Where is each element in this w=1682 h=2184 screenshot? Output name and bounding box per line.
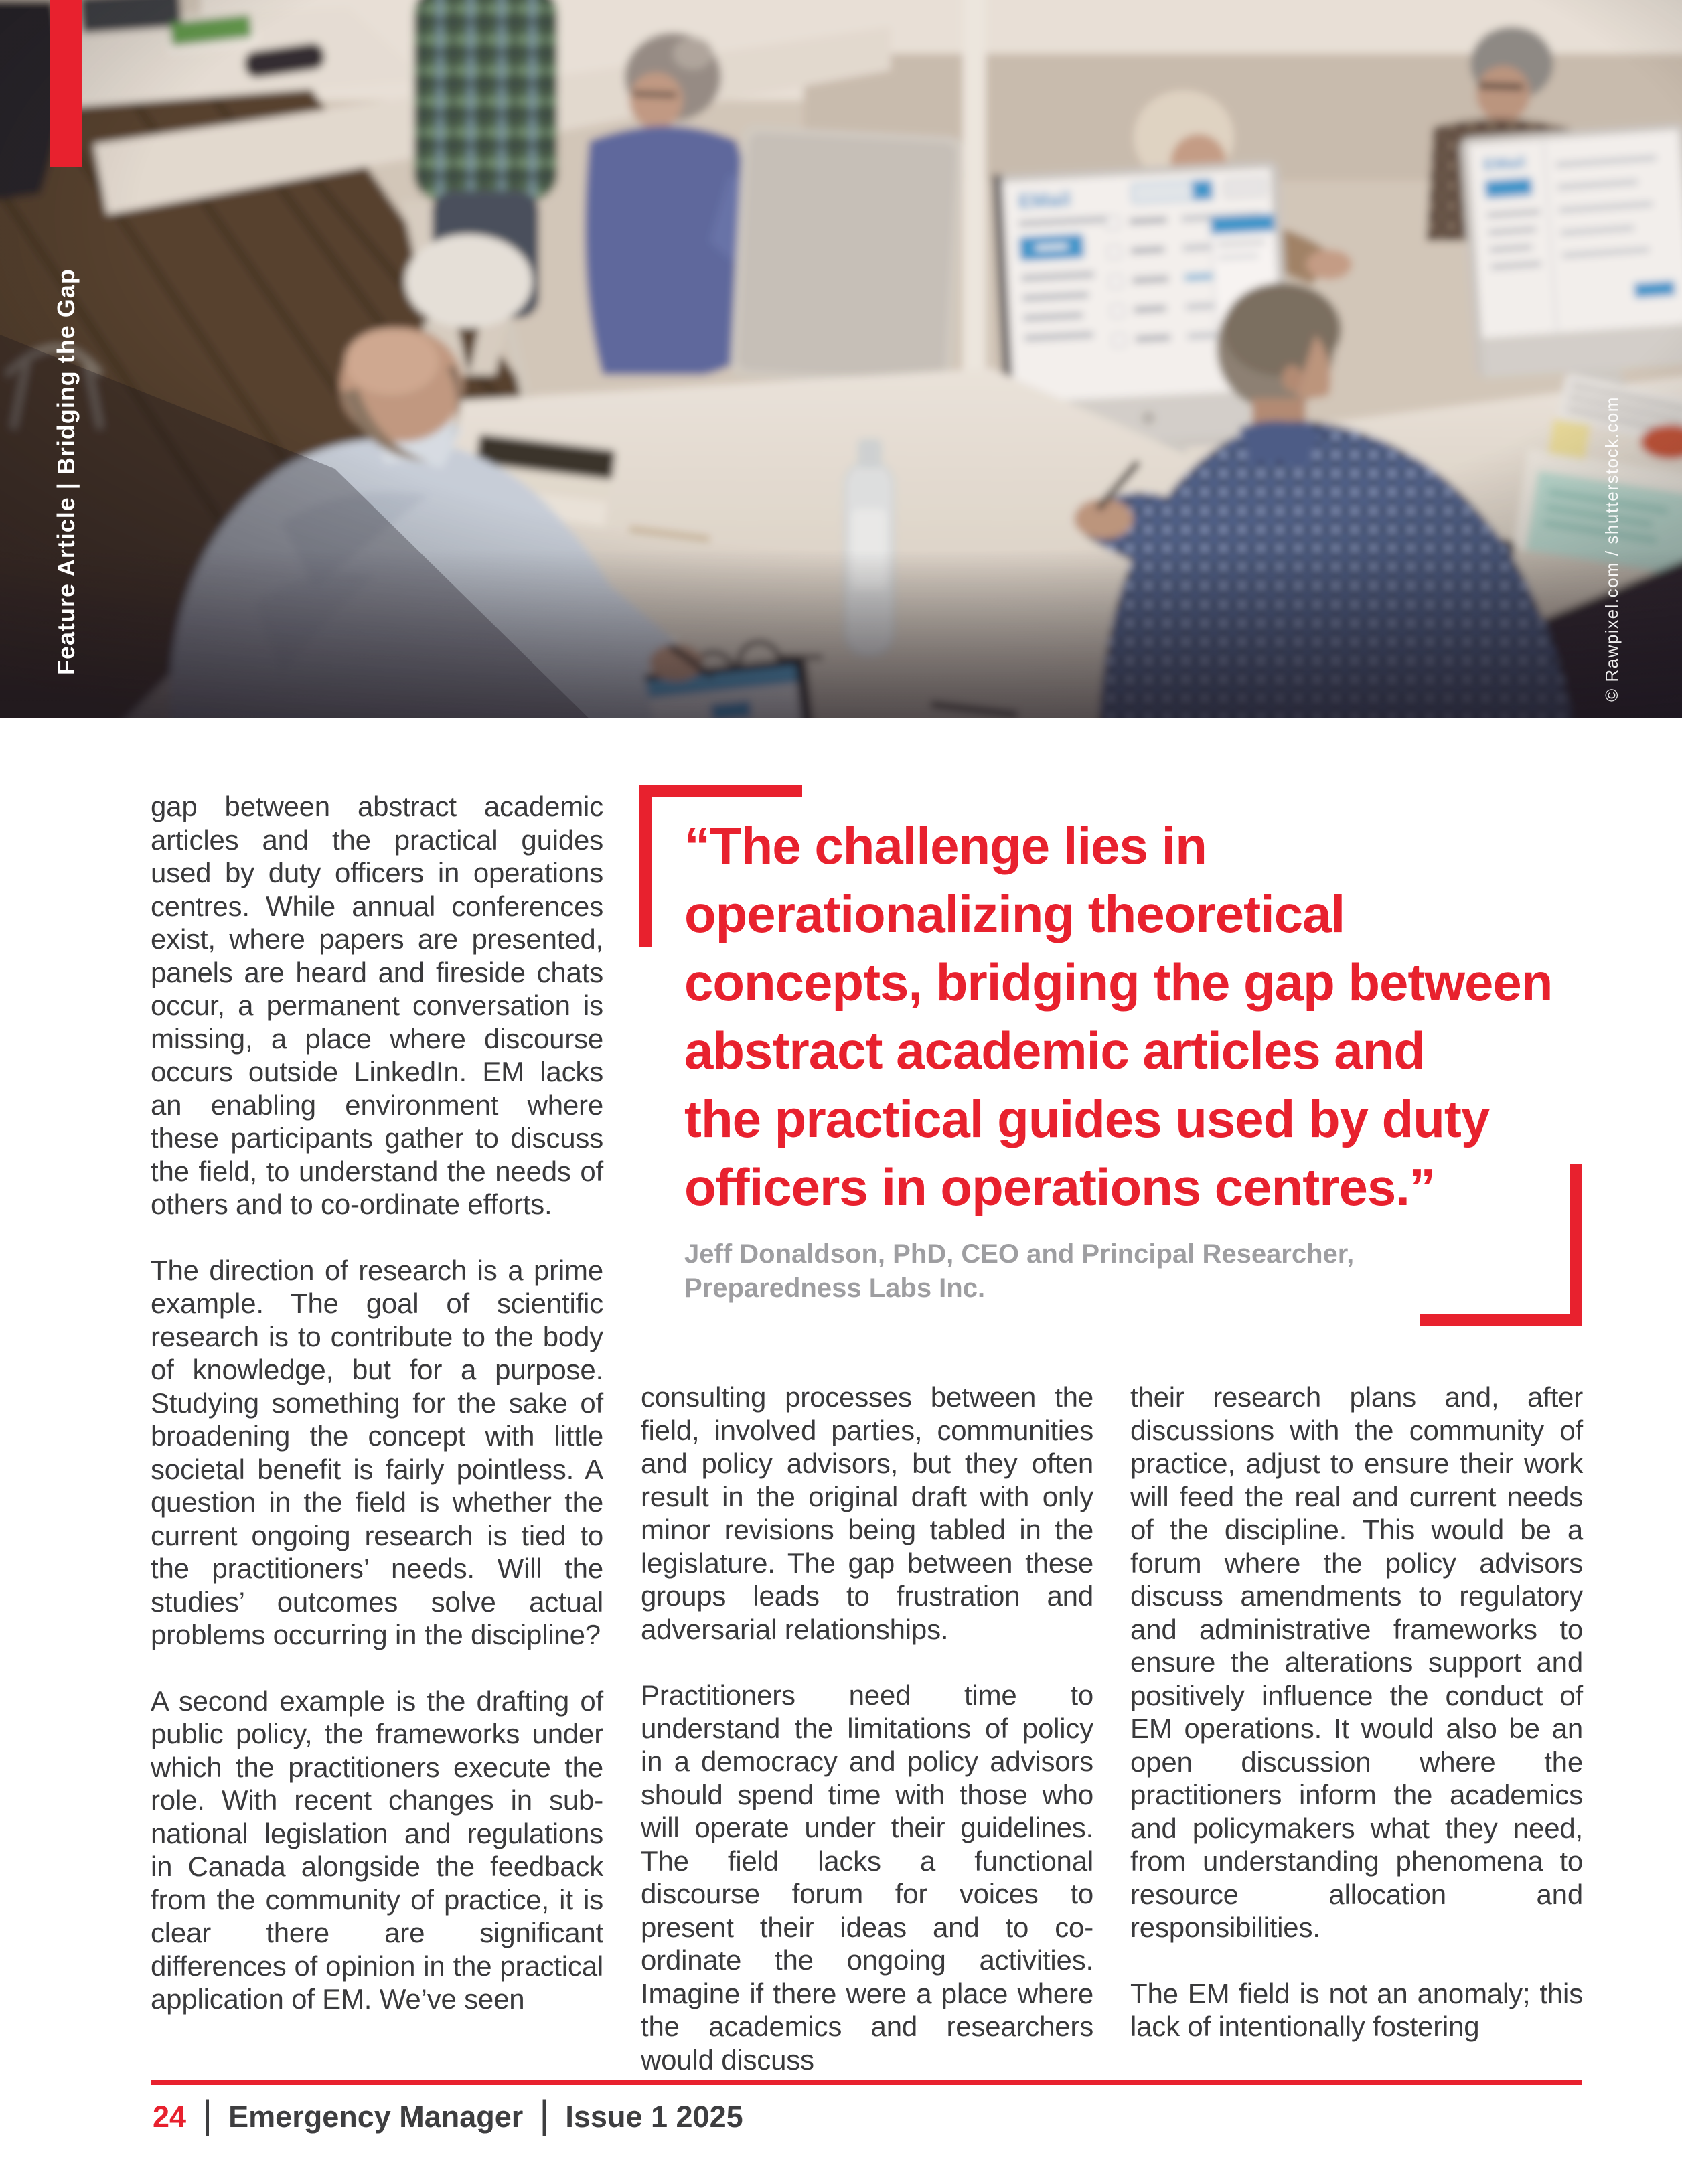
footer bbox=[153, 2094, 743, 2139]
footer-separator: | bbox=[539, 2093, 550, 2136]
pull-quote bbox=[684, 811, 1552, 1221]
pull-quote-line: abstract academic articles and bbox=[684, 1021, 1425, 1080]
sidebar-section-label: Feature Article | Bridging the Gap bbox=[52, 268, 80, 675]
footer-rule bbox=[151, 2080, 1582, 2085]
quote-close-bracket-vertical bbox=[1570, 1164, 1582, 1326]
pull-quote-line: “The challenge lies in bbox=[684, 816, 1207, 875]
quote-open-bracket-vertical bbox=[639, 785, 652, 947]
pull-quote-line: operationalizing theoretical bbox=[684, 884, 1345, 943]
paragraph: consulting processes between the field, involved parties, communities and policy advisors, but they often result in the original draft with only minor revisions being tabled in the legislature. The gap between these groups leads to frustration and adversarial relationships. bbox=[641, 1381, 1093, 1645]
page-number: 24 bbox=[153, 2099, 187, 2134]
pull-quote-line: officers in operations centres.” bbox=[684, 1158, 1435, 1217]
body-column-3 bbox=[1130, 1381, 1583, 2076]
paragraph: Practitioners need time to understand the limitations of policy in a democracy and policy advisors should spend time with those who will operate under their guidelines. The field lacks a functional discourse forum for voices to present their ideas and to co-ordinate the ongoing activities. Imagine if there were a place where the academics and researchers would discuss bbox=[641, 1679, 1093, 2076]
photo-credit: © Rawpixel.com / shutterstock.com bbox=[1602, 396, 1622, 702]
paragraph: their research plans and, after discussions with the community of practice, adjust to ensure their work will feed the real and current needs of the discipline. This would be a forum where the policy advisors discuss amendments to regulatory and administrative frameworks to ensure the alterations support and positively influence the conduct of EM operations. It would also be an open discussion where the practitioners inform the academics and policymakers what they need, from understanding phenomena to resource allocation and responsibilities. bbox=[1130, 1381, 1583, 1943]
paragraph: gap between abstract academic articles and the practical guides used by duty officers in operations centres. While annual conferences exist, where papers are presented, panels are heard and fireside chats occur, a permanent conversation is missing, a place where discourse occurs outside LinkedIn. EM lacks an enabling environment where these participants gather to discuss the field, to understand the needs of others and to co-ordinate efforts. bbox=[151, 791, 603, 1220]
quote-open-bracket-horizontal bbox=[639, 785, 802, 797]
magazine-title: Emergency Manager bbox=[228, 2099, 524, 2134]
pull-quote-line: concepts, bridging the gap between bbox=[684, 953, 1553, 1012]
body-column-1 bbox=[151, 790, 603, 2049]
pull-quote-line: the practical guides used by duty bbox=[684, 1089, 1490, 1148]
issue-label: Issue 1 2025 bbox=[565, 2099, 743, 2134]
hero-photo bbox=[0, 0, 1682, 718]
red-accent-bar bbox=[50, 0, 82, 167]
attribution-company: Preparedness Labs Inc. bbox=[684, 1273, 986, 1303]
attribution-name-title: Jeff Donaldson, PhD, CEO and Principal Researcher, bbox=[684, 1239, 1355, 1269]
paragraph: A second example is the drafting of public policy, the frameworks under which the practitioners execute the role. With recent changes in sub-national legislation and regulations in Canada alongside the feedback from the community of practice, it is clear there are significant differences of opinion in the practical application of EM. We’ve seen bbox=[151, 1685, 603, 2015]
footer-separator: | bbox=[202, 2093, 213, 2136]
quote-attribution bbox=[684, 1237, 1354, 1306]
office-photo-illustration bbox=[0, 0, 1682, 718]
paragraph: The EM field is not an anomaly; this lack of intentionally fostering bbox=[1130, 1977, 1583, 2042]
body-column-2 bbox=[641, 1381, 1093, 2109]
quote-close-bracket-horizontal bbox=[1420, 1314, 1582, 1326]
paragraph: The direction of research is a prime example. The goal of scientific research is to contribute to the body of knowledge, but for a purpose. Studying something for the sake of broadening the concept with little societal benefit is fairly pointless. A question in the field is whether the current ongoing research is tied to the practitioners’ needs. Will the studies’ outcomes solve actual problems occurring in the discipline? bbox=[151, 1254, 603, 1650]
